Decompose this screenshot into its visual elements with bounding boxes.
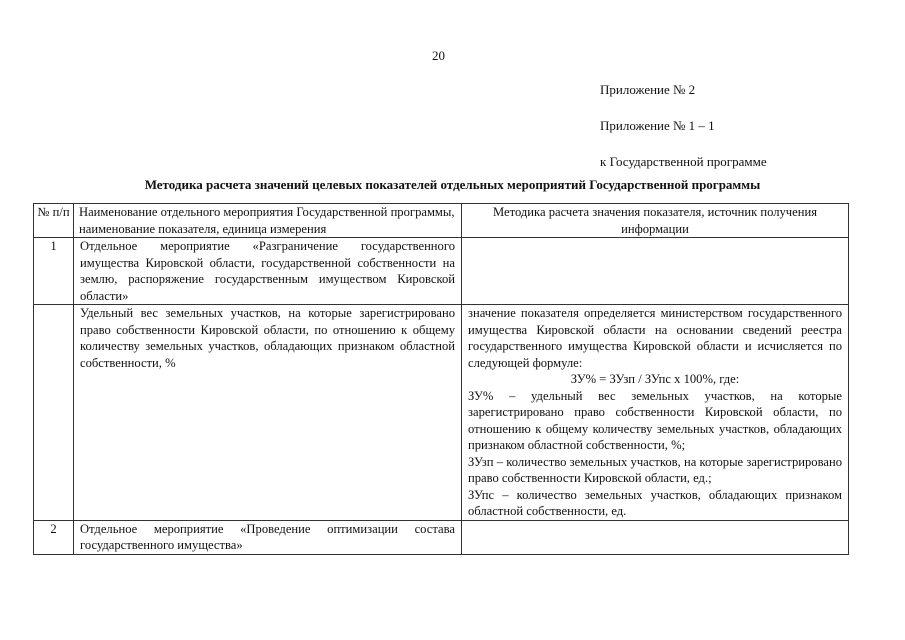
row-3-method [462,520,849,554]
table-row [34,238,849,305]
row-2-num [34,305,74,521]
header-method: Методика расчета значения показателя, источник получения информации [462,204,849,238]
method-intro: значение показателя определяется министерством государственного имущества Кировской области на основании сведений реестра государственного имущества Кировской области и исчисляется по следующей формуле: [468,306,842,370]
header-num: № п/п [34,204,74,238]
table-header-row [34,204,849,238]
appendix-line-3: к Государственной программе [600,154,767,169]
row-3-num: 2 [34,520,74,554]
row-3-name: Отдельное мероприятие «Проведение оптимизации состава государственного имущества» [74,520,462,554]
method-definition-zuzp: ЗУзп – количество земельных участков, на которые зарегистрировано право собственности Кировской области, ед.; [468,454,842,485]
methodology-table [33,203,849,555]
row-2-method [462,305,849,521]
header-name: Наименование отдельного мероприятия Государственной программы, наименование показателя, единица измерения [74,204,462,238]
row-1-name: Отдельное мероприятие «Разграничение государственного имущества Кировской области, государственной собственности на землю, распоряжение государственным имуществом Кировской области» [74,238,462,305]
appendix-line-2: Приложение № 1 – 1 [600,118,715,133]
row-1-num: 1 [34,238,74,305]
table-row [34,305,849,521]
method-formula: ЗУ% = ЗУзп / ЗУпс х 100%, где: [570,372,740,386]
table-row [34,520,849,554]
method-definition-zu-percent: ЗУ% – удельный вес земельных участков, на которые зарегистрировано право собственности Кировской области, по отношению к общему количеству земельных участков, обладающих признаком областной собственности, %; [468,388,842,452]
row-2-name: Удельный вес земельных участков, на которые зарегистрировано право собственности Кировской области, по отношению к общему количеству земельных участков, обладающих признаком областной собственности, % [74,305,462,521]
row-1-method [462,238,849,305]
document-title: Методика расчета значений целевых показателей отдельных мероприятий Государственной программы [144,177,761,192]
appendix-line-1: Приложение № 2 [600,82,696,97]
method-definition-zups: ЗУпс – количество земельных участков, обладающих признаком областной собственности, ед. [468,487,842,518]
page-number: 20 [432,48,445,63]
